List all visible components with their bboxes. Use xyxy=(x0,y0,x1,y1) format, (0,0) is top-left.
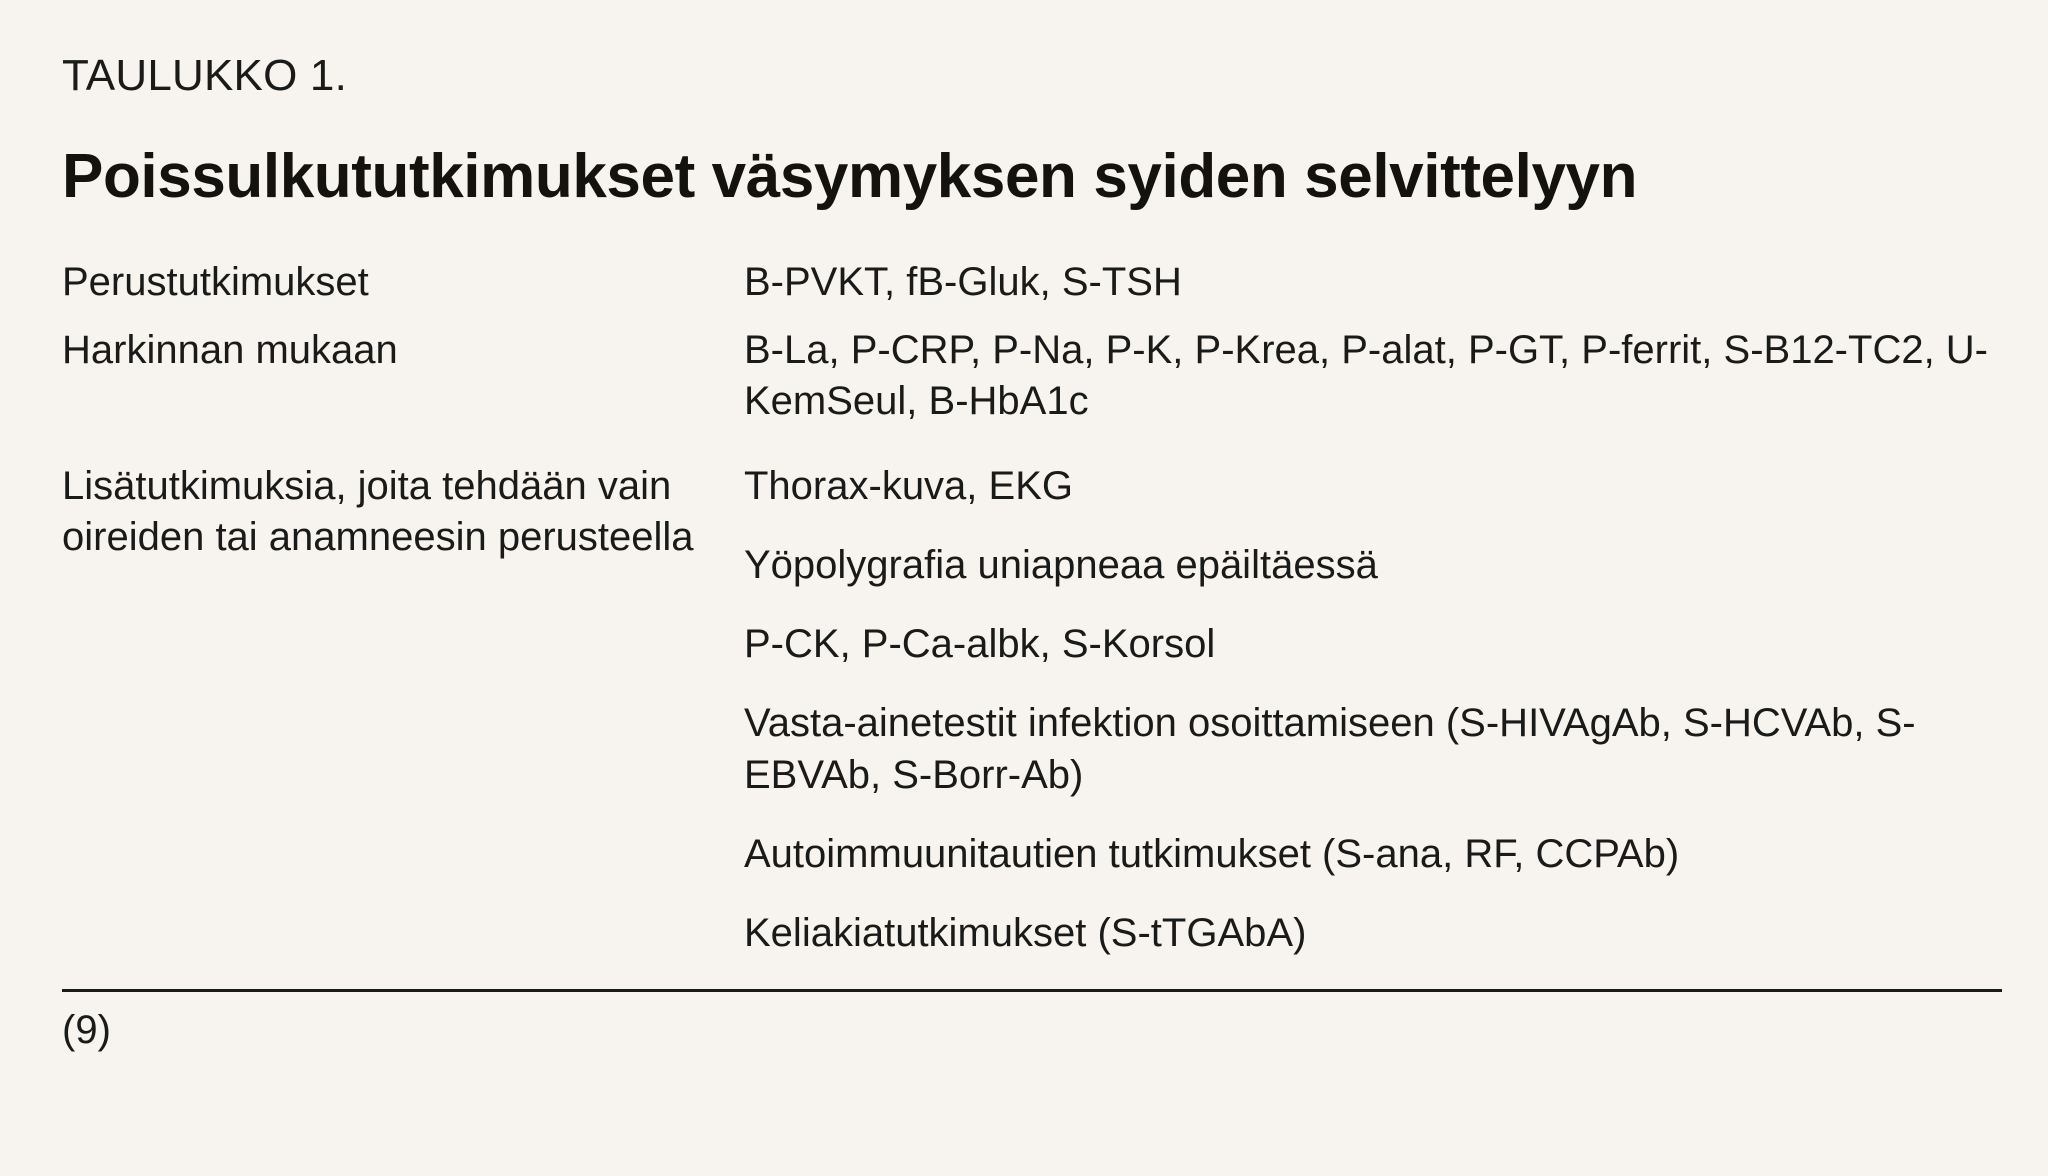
table-title: Poissulkututkimukset väsymyksen syiden selvittelyyn xyxy=(62,142,1638,212)
list-item: Vasta-ainetestit infektion osoittamiseen (S-HIVAgAb, S-HCVAb, S-EBVAb, S-Borr-Ab) xyxy=(744,701,1916,797)
row-value-basic: B-PVKT, fB-Gluk, S-TSH xyxy=(744,260,1182,305)
horizontal-divider xyxy=(62,989,2002,992)
table-row xyxy=(62,325,2002,461)
exclusion-tests-table xyxy=(62,257,2002,959)
list-item: Yöpolygrafia uniapneaa epäiltäessä xyxy=(744,543,1378,588)
list-item: Thorax-kuva, EKG xyxy=(744,463,1074,508)
extra-tests-list xyxy=(744,461,2002,959)
row-value-discretion: B-La, P-CRP, P-Na, P-K, P-Krea, P-alat, P-GT, P-ferrit, S-B12-TC2, U-KemSeul, B-HbA1c xyxy=(744,327,1989,423)
list-item: Autoimmuunitautien tutkimukset (S-ana, RF, CCPAb) xyxy=(744,831,1680,876)
table-row xyxy=(62,257,2002,324)
row-label-basic: Perustutkimukset xyxy=(62,260,369,305)
row-label-discretion: Harkinnan mukaan xyxy=(62,327,398,372)
table-row xyxy=(62,461,2002,959)
list-item: Keliakiatutkimukset (S-tTGAbA) xyxy=(744,911,1307,956)
table-number-label: TAULUKKO 1. xyxy=(62,51,348,100)
list-item: P-CK, P-Ca-albk, S-Korsol xyxy=(744,622,1216,667)
reference-footnote: (9) xyxy=(62,1008,111,1053)
row-value-extra xyxy=(744,461,2002,959)
row-label-extra: Lisätutkimuksia, joita tehdään vain oireiden tai anamneesin perusteella xyxy=(62,463,694,560)
